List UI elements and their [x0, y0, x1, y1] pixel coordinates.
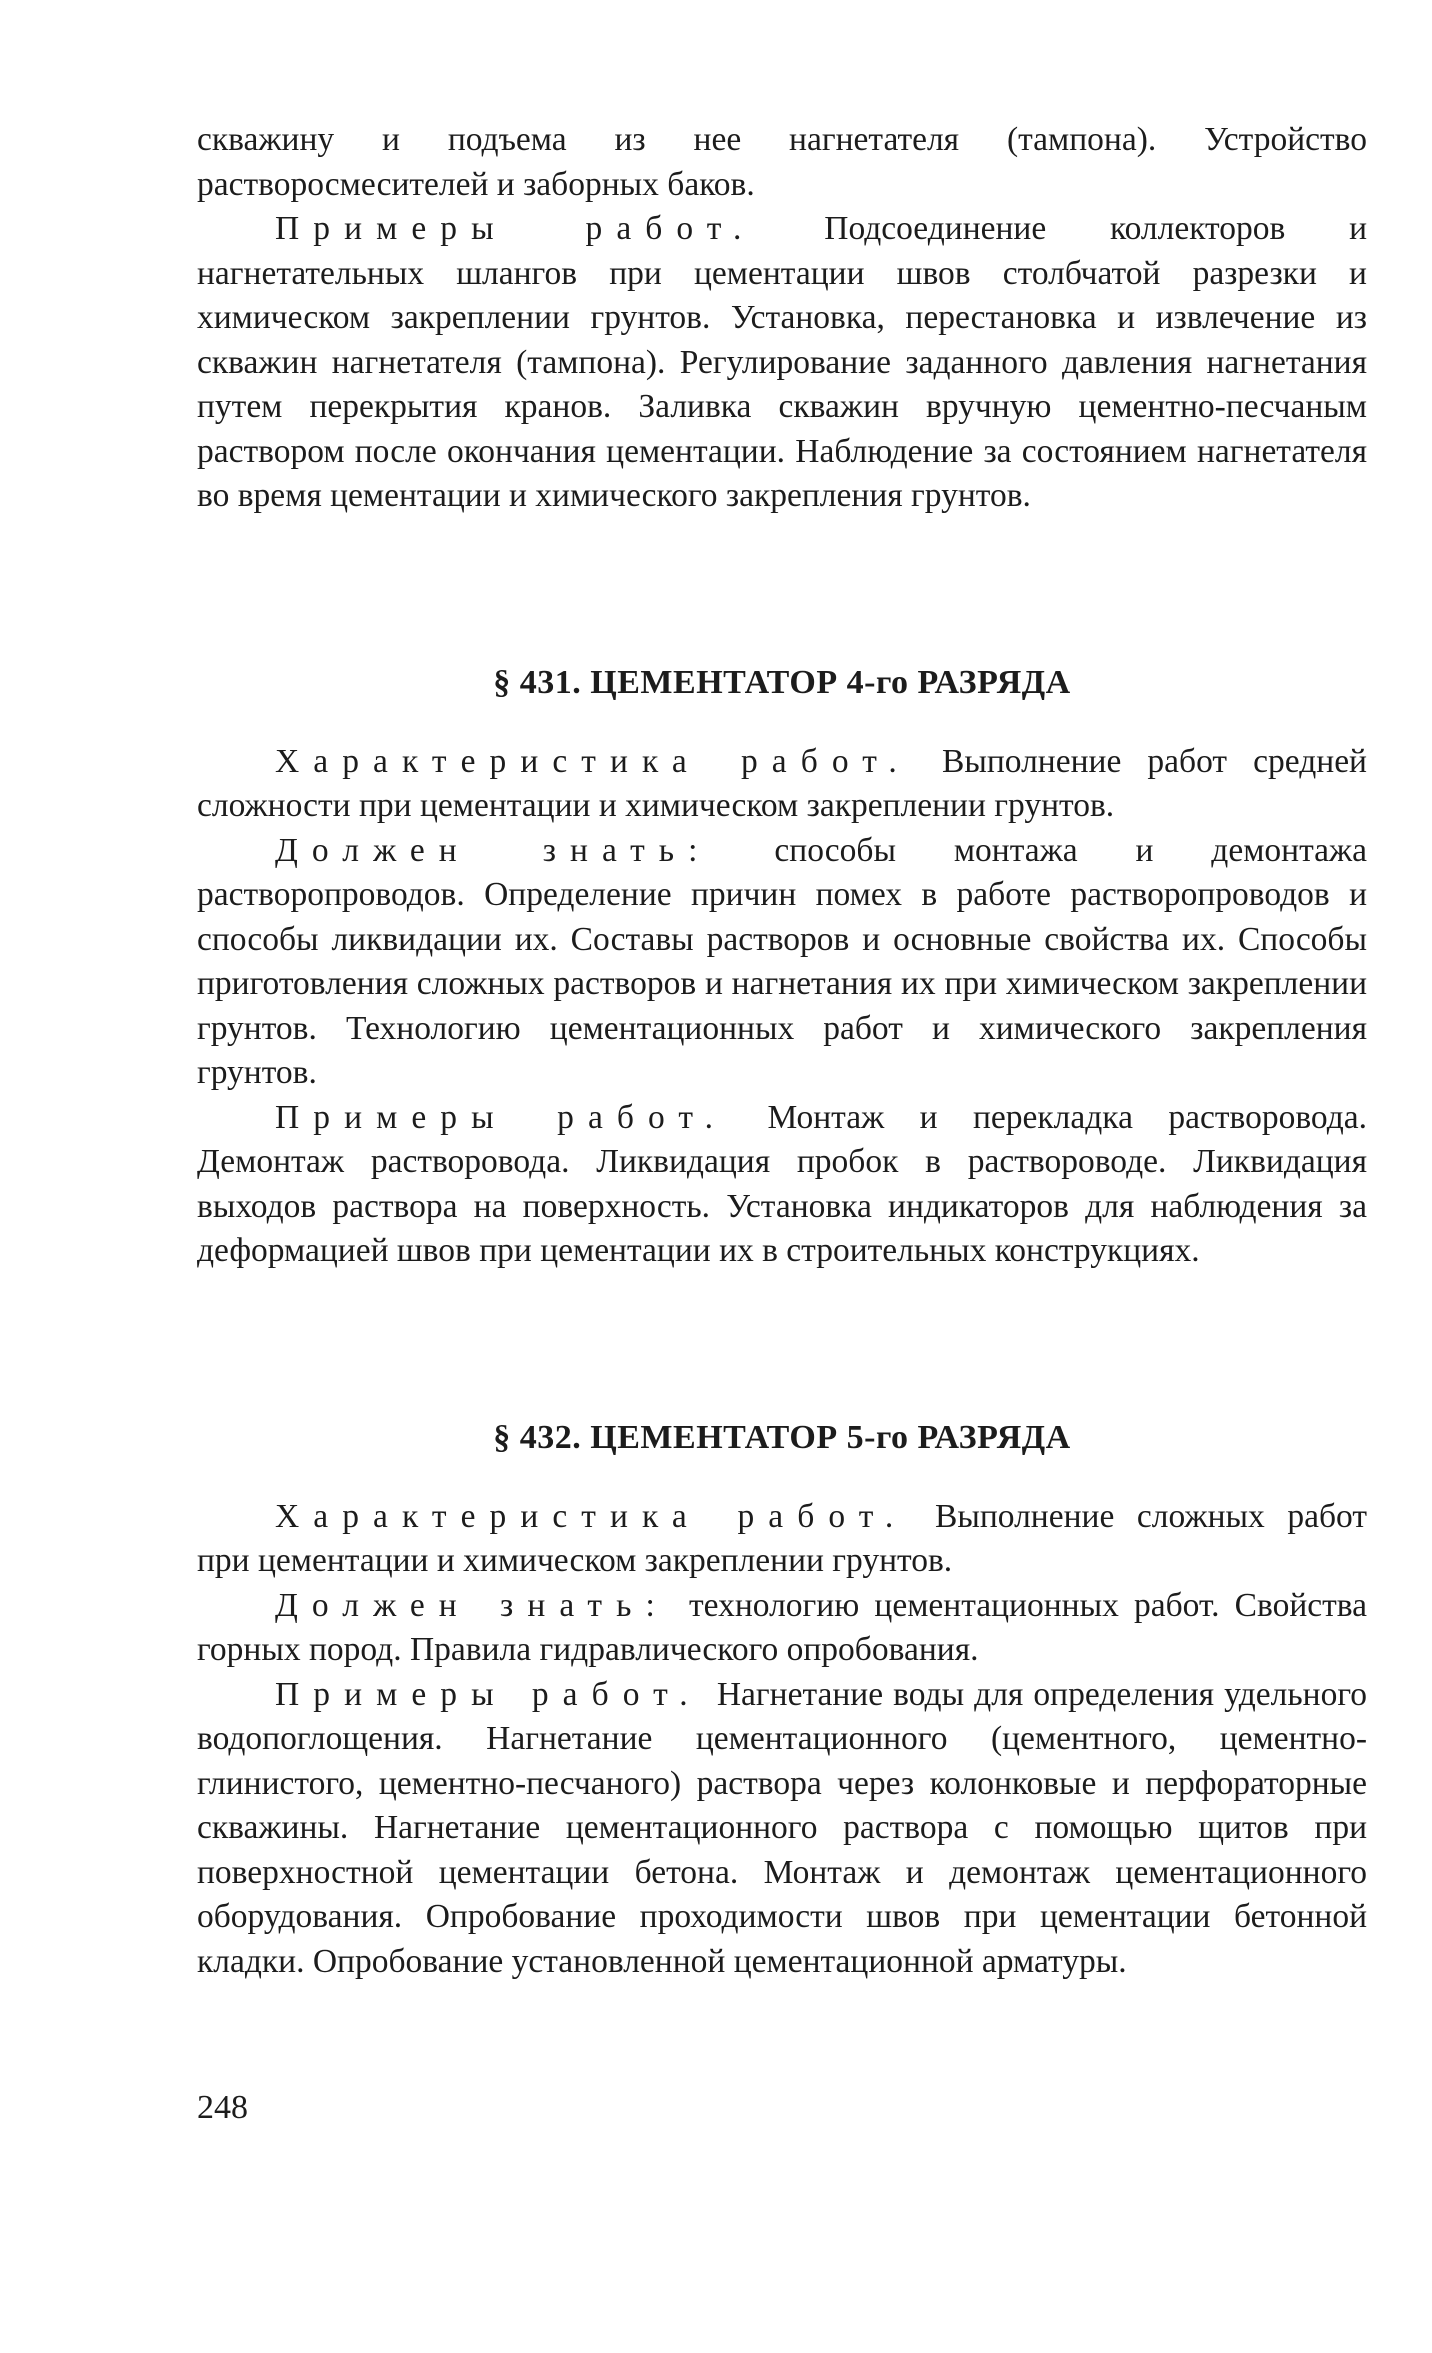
section-432-knowledge-text: технологию цементационных работ. Свойства горных пород. Правила гидравлического опробования. [197, 1586, 1367, 1668]
section-431-characteristics-text: Выполнение работ средней сложности при цементации и химическом закреплении грунтов. [197, 742, 1367, 824]
intro-continuation-text: скважину и подъема из нее нагнетателя (тампона). Устройство растворосмесителей и заборных баков. [197, 121, 1367, 203]
section-432-heading: § 432. ЦЕМЕНТАТОР 5-го РАЗРЯДА [493, 1418, 1071, 1456]
section-431-examples-text: Монтаж и перекладка растворовода. Демонтаж растворовода. Ликвидация пробок в раствороводе. Ликвидация выходов раствора на поверхность. Установка индикаторов для наблюдения за деформацией швов при цементации их в строительных конструкциях. [197, 1098, 1367, 1269]
intro-examples-lead: Примеры работ. [275, 210, 756, 247]
section-431-characteristics-paragraph [197, 740, 1367, 829]
section-432-characteristics-lead: Характеристика работ. [275, 1497, 908, 1535]
section-432-characteristics-text: Выполнение сложных работ при цементации и химическом закреплении грунтов. [197, 1497, 1367, 1579]
section-432-examples-text: Нагнетание воды для определения удельного водопоглощения. Нагнетание цементационного (цементного, цементно-глинистого, цементно-песчаного) раствора через колонковые и перфораторные скважины. Нагнетание цементационного раствора с помощью щитов при поверхностной цементации бетона. Монтаж и демонтаж цементационного оборудования. Опробование проходимости швов при цементации бетонной кладки. Опробование установленной цементационной арматуры. [197, 1675, 1368, 1980]
intro-continuation-paragraph [197, 118, 1367, 207]
page-body [197, 118, 1367, 1984]
section-432-knowledge-lead: Должен знать: [275, 1586, 669, 1624]
section-431-examples-lead: Примеры работ. [275, 1098, 728, 1136]
section-431-heading: § 431. ЦЕМЕНТАТОР 4-го РАЗРЯДА [493, 663, 1071, 701]
intro-examples-text: Подсоединение коллекторов и нагнетательных шлангов при цементации швов столбчатой разрезки и химическом закреплении грунтов. Установка, перестановка и извлечение из скважин нагнетателя (тампона). Регулирование заданного давления нагнетания путем перекрытия кранов. Заливка скважин вручную цементно-песчаным раствором после окончания цементации. Наблюдение за состоянием нагнетателя во время цементации и химического закрепления грунтов. [197, 210, 1368, 514]
section-431-knowledge-lead: Должен знать: [275, 831, 712, 869]
section-432-knowledge-paragraph [197, 1584, 1367, 1673]
section-431-knowledge-text: способы монтажа и демонтажа растворопроводов. Определение причин помех в работе растворопроводов и способы ликвидации их. Составы растворов и основные свойства их. Способы приготовления сложных растворов и нагнетания их при химическом закреплении грунтов. Технологию цементационных работ и химического закрепления грунтов. [197, 831, 1368, 1091]
section-431-knowledge-paragraph [197, 829, 1367, 1096]
section-431-examples-paragraph [197, 1096, 1367, 1274]
intro-examples-paragraph [197, 207, 1367, 519]
section-432-characteristics-paragraph [197, 1495, 1367, 1584]
section-432-examples-paragraph [197, 1673, 1367, 1985]
page-number: 248 [197, 2089, 248, 2126]
section-431-characteristics-lead: Характеристика работ. [275, 742, 911, 780]
section-432-examples-lead: Примеры работ. [275, 1675, 702, 1713]
